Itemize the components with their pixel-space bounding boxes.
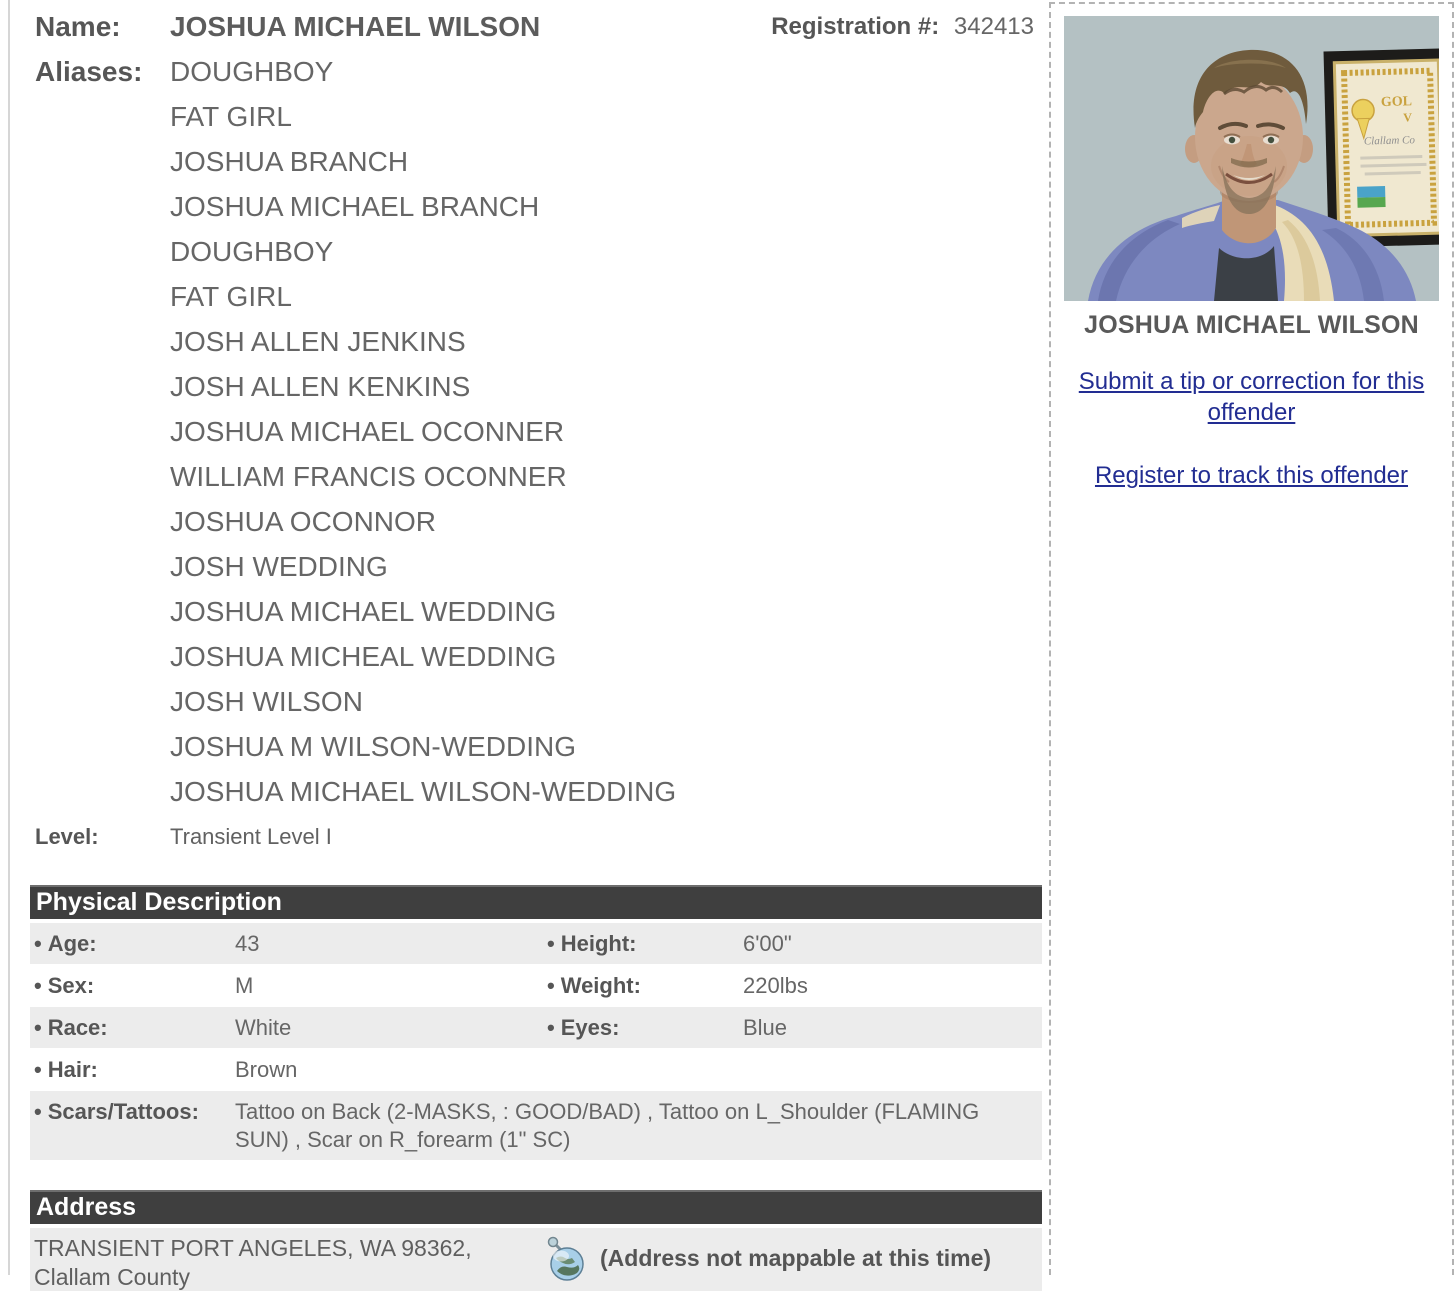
svg-text:GOL: GOL [1380, 94, 1413, 111]
table-row [30, 1006, 1042, 1048]
address-note: (Address not mappable at this time) [600, 1245, 992, 1271]
alias-item: JOSHUA BRANCH [170, 146, 409, 177]
registration-block [771, 4, 1042, 49]
pd-value-age: 43 [235, 931, 260, 956]
pd-value-sex: M [235, 973, 254, 998]
pd-value-weight: 220lbs [743, 973, 808, 998]
pd-label-race: • Race: [34, 1015, 108, 1040]
alias-item: FAT GIRL [170, 101, 292, 132]
submit-tip-link[interactable]: Submit a tip or correction for this offender [1078, 368, 1425, 426]
aliases-label: Aliases: [35, 56, 143, 87]
offender-photo [1064, 16, 1439, 301]
alias-item: WILLIAM FRANCIS OCONNER [170, 461, 567, 492]
registration-label: Registration #: [771, 13, 940, 40]
pd-label-sex: • Sex: [34, 973, 95, 998]
alias-item: JOSHUA MICHAEL WEDDING [170, 596, 557, 627]
offender-info-column [8, 0, 1042, 1290]
alias-item: FAT GIRL [170, 281, 292, 312]
alias-item: JOSHUA MICHAEL OCONNER [170, 416, 565, 447]
pd-value-scars: Tattoo on Back (2-MASKS, : GOOD/BAD) , Tattoo on L_Shoulder (FLAMING SUN) , Scar on R_forearm (1" SC) [235, 1099, 980, 1152]
alias-item: JOSH ALLEN JENKINS [170, 326, 466, 357]
alias-item: JOSH WILSON [170, 686, 363, 717]
certificate-frame [1324, 48, 1439, 247]
svg-text:Clallam Co: Clallam Co [1363, 134, 1416, 148]
address-row [30, 1228, 1042, 1291]
bullet-icon: • [34, 1057, 42, 1082]
alias-item: DOUGHBOY [170, 236, 334, 267]
table-row [30, 964, 1042, 1006]
bullet-icon: • [547, 1015, 555, 1040]
physical-description-table [30, 923, 1042, 1160]
svg-text:V: V [1403, 110, 1413, 125]
alias-item: JOSHUA M WILSON-WEDDING [170, 731, 577, 762]
bullet-icon: • [34, 1015, 42, 1040]
track-offender-link[interactable]: Register to track this offender [1094, 462, 1409, 489]
aliases-row [30, 49, 1042, 814]
pd-value-race: White [235, 1015, 292, 1040]
pd-value-eyes: Blue [743, 1015, 788, 1040]
level-row [30, 815, 1042, 859]
globe-icon [544, 1234, 588, 1290]
address-value: TRANSIENT PORT ANGELES, WA 98362, Clallam County [34, 1235, 472, 1290]
table-row [30, 1048, 1042, 1090]
bullet-icon: • [547, 973, 555, 998]
pd-value-hair: Brown [235, 1057, 298, 1082]
alias-list [170, 49, 676, 814]
bullet-icon: • [34, 1099, 42, 1124]
alias-item: JOSHUA MICHAEL WILSON-WEDDING [170, 776, 677, 807]
offender-profile-panel [1049, 2, 1454, 1275]
level-value: Transient Level I [170, 824, 332, 849]
pd-label-hair: • Hair: [34, 1057, 98, 1082]
alias-item: DOUGHBOY [170, 56, 334, 87]
bullet-icon: • [547, 931, 555, 956]
offender-name: JOSHUA MICHAEL WILSON [170, 11, 541, 42]
bullet-icon: • [34, 931, 42, 956]
alias-item: JOSH WEDDING [170, 551, 388, 582]
registration-number: 342413 [953, 13, 1034, 40]
table-row [30, 1090, 1042, 1160]
alias-item: JOSHUA MICHAEL BRANCH [170, 191, 540, 222]
physical-description-header: Physical Description [30, 885, 1042, 919]
address-header: Address [30, 1190, 1042, 1224]
bullet-icon: • [34, 973, 42, 998]
name-row [30, 4, 1042, 49]
table-row [30, 923, 1042, 964]
pd-value-height: 6'00" [743, 931, 792, 956]
alias-item: JOSHUA MICHEAL WEDDING [170, 641, 557, 672]
pd-label-scars: • Scars/Tattoos: [34, 1099, 199, 1124]
photo-caption: JOSHUA MICHAEL WILSON [1084, 311, 1419, 339]
pd-label-eyes: • Eyes: [547, 1015, 620, 1040]
name-label: Name: [35, 11, 121, 42]
pd-label-weight: • Weight: [547, 973, 641, 998]
alias-item: JOSH ALLEN KENKINS [170, 371, 471, 402]
level-label: Level: [35, 824, 99, 849]
pd-label-age: • Age: [34, 931, 97, 956]
alias-item: JOSHUA OCONNOR [170, 506, 437, 537]
pd-label-height: • Height: [547, 931, 637, 956]
